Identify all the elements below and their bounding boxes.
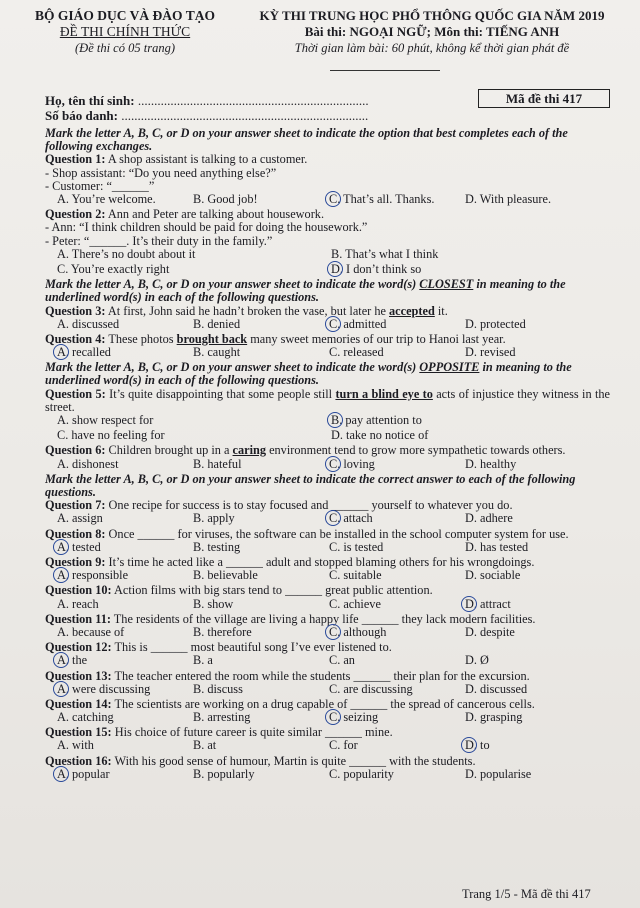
option-a: A. because of — [57, 624, 125, 639]
page-count-note: (Đề thi có 05 trang) — [75, 41, 175, 55]
option-c: C. are discussing — [329, 681, 413, 696]
question-text: Action films with big stars tend to ______ great public attention. — [111, 584, 433, 598]
question-14 — [45, 698, 610, 711]
question-text: Ann and Peter are talking about housework. — [105, 208, 325, 222]
option-b: B. caught — [193, 345, 241, 360]
question-text: The scientists are working on a drug capable of ______ the spread of cancerous cells. — [111, 697, 535, 711]
header-rule — [330, 70, 440, 71]
exam-subject: Bài thi: NGOẠI NGỮ; Môn thi: TIẾNG ANH — [304, 24, 560, 39]
option-a: A. discussed — [57, 316, 120, 331]
option-b: B. at — [193, 738, 217, 753]
question-label: Question 9: — [45, 556, 106, 569]
question-text: It’s time he acted like a ______ adult and stopped blaming others for his wrongdoings. — [105, 556, 535, 569]
answer-mark — [461, 596, 477, 612]
option-b: B. show — [193, 596, 234, 611]
option-c: C. seizing — [329, 711, 378, 724]
underlined-word: caring — [232, 444, 266, 458]
options-row — [45, 458, 610, 473]
option-d: D. protected — [465, 316, 526, 331]
answer-mark — [325, 191, 341, 207]
header-left — [20, 8, 230, 56]
option-a: A. You’re welcome. — [57, 191, 156, 206]
dialogue-line: - Ann: “I think children should be paid for doing the housework.” — [45, 221, 368, 235]
options-row — [45, 512, 610, 527]
option-d: D. discussed — [465, 681, 528, 696]
option-a: A. There’s no doubt about it — [57, 246, 196, 261]
underlined-word: accepted — [389, 304, 435, 318]
option-b: B. apply — [193, 511, 235, 526]
options-row — [45, 683, 610, 698]
page-footer: Trang 1/5 - Mã đề thi 417 — [462, 887, 591, 901]
answer-mark — [53, 539, 69, 555]
answer-mark — [325, 624, 341, 640]
dialogue-line: - Shop assistant: “Do you need anything else?” — [45, 166, 277, 180]
dialogue-line: - Peter: “______. It’s their duty in the family.” — [45, 234, 273, 248]
official-exam-label: ĐỀ THI CHÍNH THỨC — [59, 24, 191, 39]
header-right — [232, 8, 632, 56]
options-row — [45, 739, 610, 754]
options-row — [45, 541, 610, 556]
option-a: A. popular — [57, 768, 110, 781]
options-row — [45, 654, 610, 669]
question-text: With his good sense of humour, Martin is quite ______ with the students. — [111, 754, 476, 768]
instruction-opposite: Mark the letter A, B, C, or D on your answer sheet to indicate the word(s) OPPOSITE in meaning to the underlined word(s) in each of the following questions. — [45, 361, 572, 388]
options-row — [45, 768, 610, 783]
question-label: Question 13: — [45, 669, 112, 683]
option-a: A. tested — [57, 541, 101, 554]
exam-title: KỲ THI TRUNG HỌC PHỔ THÔNG QUỐC GIA NĂM 2019 — [259, 8, 605, 23]
answer-mark — [53, 681, 69, 697]
question-label: Question 6: — [45, 444, 106, 458]
question-10 — [45, 584, 610, 597]
option-b: B. pay attention to — [331, 414, 422, 427]
answer-mark — [325, 456, 341, 472]
option-a: A. the — [57, 654, 87, 667]
question-body — [45, 127, 610, 783]
question-text: His choice of future career is quite similar ______ mine. — [111, 726, 393, 740]
question-label: Question 1: — [45, 153, 106, 167]
option-d: D. I don’t think so — [331, 263, 421, 276]
option-b: B. denied — [193, 316, 241, 331]
question-label: Question 8: — [45, 527, 106, 541]
option-b: B. popularly — [193, 766, 255, 781]
options-row — [45, 711, 610, 726]
question-16 — [45, 755, 610, 768]
option-b: B. That’s what I think — [331, 246, 439, 261]
option-a: A. show respect for — [57, 413, 154, 428]
option-b: B. Good job! — [193, 191, 258, 206]
question-label: Question 16: — [45, 754, 112, 768]
option-c: C. although — [329, 626, 386, 639]
question-label: Question 3: — [45, 304, 106, 318]
option-b: B. testing — [193, 539, 241, 554]
instruction-exchanges: Mark the letter A, B, C, or D on your answer sheet to indicate the option that best completes each of the following exchanges. — [45, 127, 568, 154]
answer-mark — [325, 709, 341, 725]
question-label: Question 11: — [45, 612, 111, 626]
option-b: B. believable — [193, 568, 258, 583]
option-a: A. assign — [57, 511, 103, 526]
option-d: D. healthy — [465, 456, 517, 471]
exam-code-box: Mã đề thi 417 — [478, 89, 610, 108]
options-row — [45, 429, 610, 444]
question-8 — [45, 528, 610, 541]
option-d: D. despite — [465, 624, 515, 639]
option-d: D. popularise — [465, 766, 532, 781]
option-c: C. popularity — [329, 766, 394, 781]
option-d: D. to — [465, 739, 490, 752]
option-c: C. suitable — [329, 568, 382, 583]
option-c: C. an — [329, 653, 355, 668]
question-5: Question 5: It’s quite disappointing that some people still turn a blind eye to acts of injustice they witness in the street. — [45, 387, 610, 414]
option-c: C. admitted — [329, 318, 386, 331]
options-row — [45, 248, 610, 263]
question-label: Question 15: — [45, 726, 112, 740]
options-row — [45, 318, 610, 333]
option-c: C. have no feeling for — [57, 428, 165, 443]
option-b: B. discuss — [193, 681, 243, 696]
exam-duration: Thời gian làm bài: 60 phút, không kể thời gian phát đề — [294, 41, 570, 55]
option-a: A. recalled — [57, 346, 111, 359]
answer-mark — [327, 412, 343, 428]
option-d: D. sociable — [465, 568, 521, 583]
options-row — [45, 414, 610, 429]
candidate-name-label: Họ, tên thí sinh: — [45, 93, 135, 108]
option-d: D. attract — [465, 598, 511, 611]
question-text: A shop assistant is talking to a customer. — [105, 153, 308, 167]
options-row — [45, 263, 610, 278]
ministry-name: BỘ GIÁO DỤC VÀ ĐÀO TẠO — [35, 8, 215, 23]
question-6: Question 6: Children brought up in a caring environment tend to grow more sympathetic towards others. — [45, 444, 566, 458]
question-1 — [45, 153, 610, 166]
instruction-closest: Mark the letter A, B, C, or D on your answer sheet to indicate the word(s) CLOSEST in meaning to the underlined word(s) in each of the following questions. — [45, 278, 566, 305]
answer-mark — [53, 766, 69, 782]
question-2 — [45, 208, 610, 221]
options-row — [45, 598, 610, 613]
options-row — [45, 569, 610, 584]
option-c: C. released — [329, 345, 384, 360]
underlined-word: turn a blind eye to — [335, 387, 433, 401]
dialogue-line: - Customer: “______” — [45, 179, 155, 193]
option-d: D. take no notice of — [331, 428, 429, 443]
question-label: Question 12: — [45, 641, 112, 655]
question-text: The residents of the village are living a happy life ______ they lack modern facilities. — [110, 612, 536, 626]
question-label: Question 7: — [45, 499, 106, 513]
instruction-correct-answer: Mark the letter A, B, C, or D on your answer sheet to indicate the correct answer to each of the following questions. — [45, 472, 576, 500]
option-c: C. You’re exactly right — [57, 261, 170, 276]
question-label: Question 10: — [45, 584, 112, 598]
option-c: C. for — [329, 738, 358, 753]
question-3: Question 3: At first, John said he hadn’t broken the vase, but later he accepted it. — [45, 304, 448, 318]
question-12 — [45, 641, 610, 654]
option-c: C. loving — [329, 458, 375, 471]
option-b: B. a — [193, 653, 213, 668]
option-b: B. hateful — [193, 456, 242, 471]
option-b: B. arresting — [193, 710, 251, 725]
options-row — [45, 626, 610, 641]
question-text: One recipe for success is to stay focused and ______ yourself to whatever you do. — [105, 499, 513, 513]
underlined-word: brought back — [176, 332, 248, 346]
option-d: D. With pleasure. — [465, 191, 552, 206]
option-c: C. attach — [329, 512, 373, 525]
options-row — [45, 346, 610, 361]
option-d: D. grasping — [465, 710, 523, 725]
option-d: D. Ø — [465, 653, 489, 668]
option-c: C. achieve — [329, 596, 381, 611]
option-a: A. were discussing — [57, 683, 150, 696]
option-d: D. revised — [465, 345, 516, 360]
answer-mark — [327, 261, 343, 277]
candidate-id-label: Số báo danh: — [45, 108, 118, 123]
option-a: A. reach — [57, 596, 99, 611]
option-a: A. responsible — [57, 569, 128, 582]
question-15 — [45, 726, 610, 739]
question-label: Question 5: — [45, 387, 106, 401]
question-label: Question 4: — [45, 332, 106, 346]
answer-mark — [53, 344, 69, 360]
question-label: Question 14: — [45, 697, 112, 711]
option-a: A. with — [57, 738, 94, 753]
options-row — [45, 193, 610, 208]
question-4: Question 4: These photos brought back many sweet memories of our trip to Hanoi last year. — [45, 332, 506, 346]
option-a: A. catching — [57, 710, 114, 725]
option-c: C. is tested — [329, 539, 384, 554]
option-c: C. That’s all. Thanks. — [329, 193, 434, 206]
candidate-info — [45, 93, 369, 123]
option-d: D. has tested — [465, 539, 529, 554]
question-11 — [45, 613, 610, 626]
option-b: B. therefore — [193, 624, 252, 639]
candidate-id-field: ............................................................................ — [121, 108, 369, 123]
question-label: Question 2: — [45, 208, 106, 222]
question-text: Once ______ for viruses, the software can be installed in the school computer system for use. — [105, 527, 569, 541]
question-text: This is ______ most beautiful song I’ve ever listened to. — [111, 641, 392, 655]
option-d: D. adhere — [465, 511, 513, 526]
question-text: The teacher entered the room while the students ______ their plan for the excursion. — [111, 669, 530, 683]
candidate-name-field: ....................................................................... — [137, 93, 369, 108]
question-9 — [45, 556, 610, 569]
option-a: A. dishonest — [57, 456, 119, 471]
answer-mark — [325, 316, 341, 332]
